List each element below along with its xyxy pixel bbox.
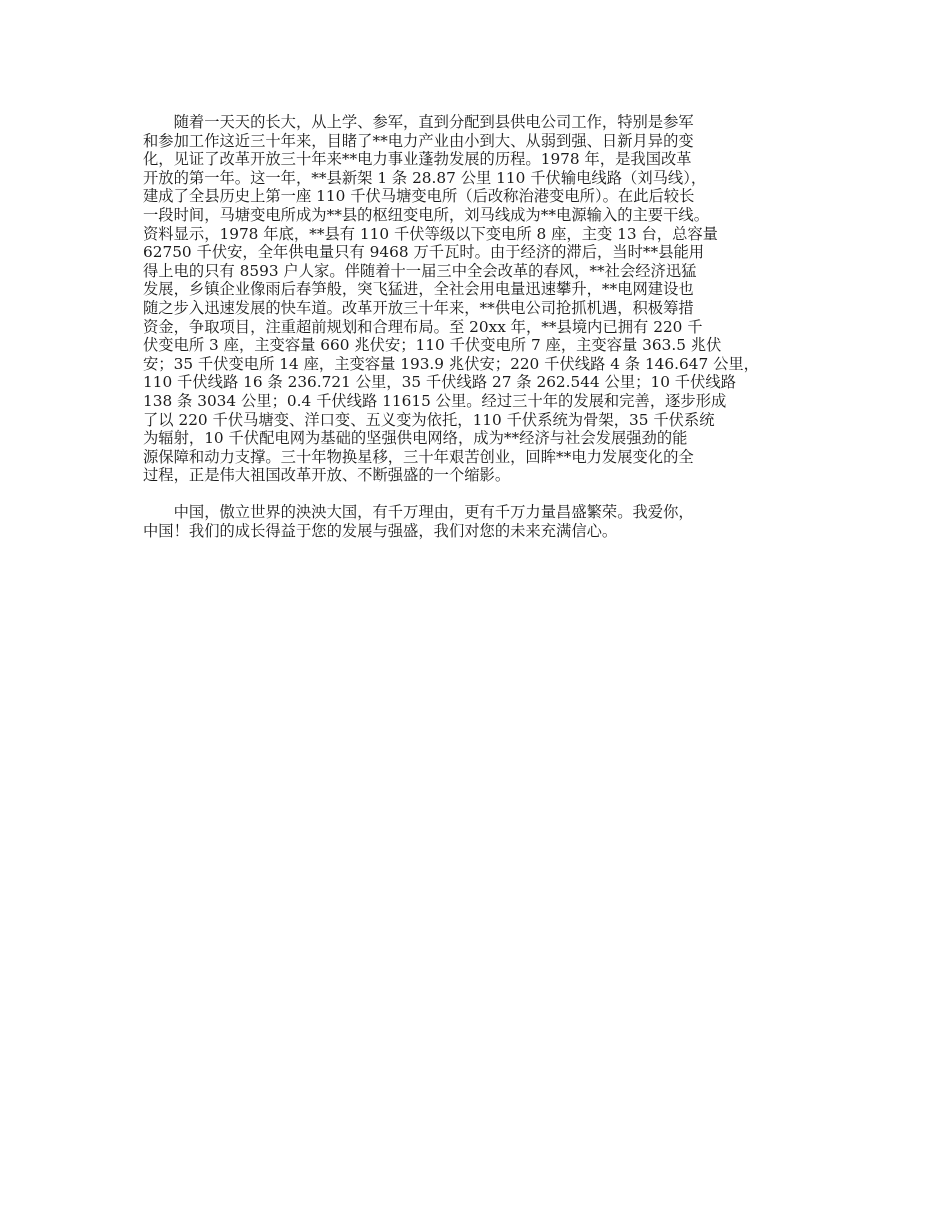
text-line: 随之步入迅速发展的快车道。改革开放三十年来，**供电公司抢抓机遇，积极筹措 (143, 298, 694, 317)
text-line: 110 千伏线路 16 条 236.721 公里，35 千伏线路 27 条 262.544 公里；10 千伏线路 (143, 373, 736, 392)
paragraph-spacer (143, 485, 823, 504)
text-line: 和参加工作这近三十年来，目睹了**电力产业由小到大、从弱到强、日新月异的变 (143, 131, 694, 150)
text-line: 过程，正是伟大祖国改革开放、不断强盛的一个缩影。 (143, 466, 511, 485)
text-line: 138 条 3034 公里；0.4 千伏线路 11615 公里。经过三十年的发展和完善，逐步形成 (143, 391, 727, 410)
text-line: 伏变电所 3 座，主变容量 660 兆伏安；110 千伏变电所 7 座，主变容量 363.5 兆伏 (143, 336, 722, 355)
text-line: 为辐射，10 千伏配电网为基础的坚强供电网络，成为**经济与社会发展强劲的能 (143, 429, 688, 448)
paragraph-2 (143, 503, 823, 540)
text-line: 中国！我们的成长得益于您的发展与强盛，我们对您的未来充满信心。 (143, 522, 618, 541)
text-line: 一段时间，马塘变电所成为**县的枢纽变电所，刘马线成为**电源输入的主要干线。 (143, 205, 709, 224)
text-line: 发展，乡镇企业像雨后春笋般，突飞猛进，全社会用电量迅速攀升，**电网建设也 (143, 280, 694, 299)
text-line: 资金，争取项目，注重超前规划和合理布局。至 20xx 年，**县境内已拥有 220 千 (143, 317, 703, 336)
document-body (143, 113, 823, 541)
text-line: 了以 220 千伏马塘变、洋口变、五义变为依托，110 千伏系统为骨架，35 千伏系统 (143, 410, 715, 429)
text-line: 得上电的只有 8593 户人家。伴随着十一届三中全会改革的春风，**社会经济迅猛 (143, 261, 697, 280)
text-line: 建成了全县历史上第一座 110 千伏马塘变电所（后改称治港变电所）。在此后较长 (143, 187, 695, 206)
text-line: 开放的第一年。这一年，**县新架 1 条 28.87 公里 110 千伏输电线路（刘马线）， (143, 168, 707, 187)
paragraph-1 (143, 113, 823, 485)
text-line: 源保障和动力支撑。三十年物换星移，三十年艰苦创业，回眸**电力发展变化的全 (143, 447, 694, 466)
text-line: 62750 千伏安，全年供电量只有 9468 万千瓦时。由于经济的滞后，当时**县能用 (143, 243, 705, 262)
text-line: 资料显示，1978 年底，**县有 110 千伏等级以下变电所 8 座，主变 13 台，总容量 (143, 224, 718, 243)
text-line: 化，见证了改革开放三十年来**电力事业蓬勃发展的历程。1978 年，是我国改革 (143, 150, 692, 169)
text-line: 随着一天天的长大，从上学、参军，直到分配到县供电公司工作，特别是参军 (143, 113, 694, 131)
text-line: 安；35 千伏变电所 14 座，主变容量 193.9 兆伏安；220 千伏线路 4 条 146.647 公里， (143, 354, 759, 373)
text-line: 中国，傲立世界的泱泱大国，有千万理由，更有千万力量昌盛繁荣。我爱你， (143, 503, 694, 522)
